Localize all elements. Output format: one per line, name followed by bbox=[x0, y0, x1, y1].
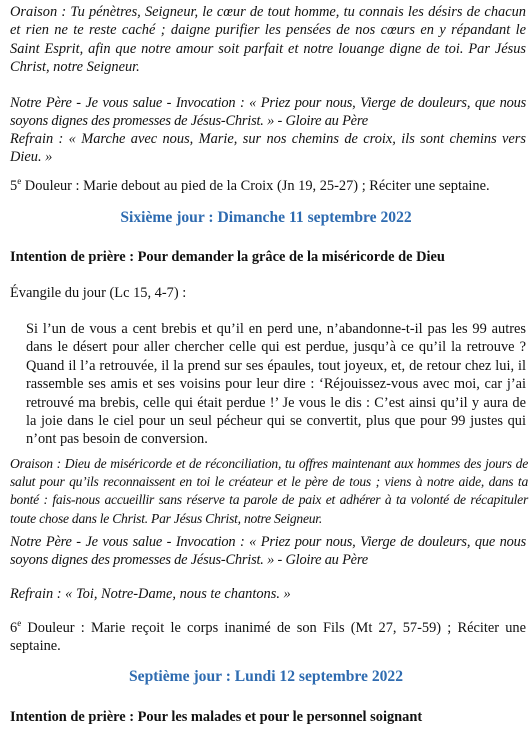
day-7-heading: Septième jour : Lundi 12 septembre 2022 bbox=[128, 668, 404, 685]
day-6-heading: Sixième jour : Dimanche 11 septembre 2022 bbox=[120, 209, 412, 226]
prayers-paragraph: Notre Père - Je vous salue - Invocation : « Priez pour nous, Vierge de douleurs, que nous soyons dignes des promesses de Jésus-Christ. » - Gloire au Père bbox=[10, 95, 526, 130]
douleur-text: Douleur : Marie debout au pied de la Croix (Jn 19, 25-27) ; Réciter une septaine. bbox=[21, 178, 490, 194]
gospel-quote: Si l’un de vous a cent brebis et qu’il en perd une, n’abandonne-t-il pas les 99 autres dans le désert pour aller chercher celle qui est perdue, jusqu’à ce qu’il la retrouve ? Quand il l’a retrouvée, il la prend sur ses épaules, tout joyeux, et, de retour chez lui, il rassemble ses amis et ses voisins pour leur dire : ‘Réjouissez-vous avec moi, car j’ai retrouvé ma brebis, celle qui était perdue !’ Je vous le dis : C’est ainsi qu’il y aura de la joie dans le ciel pour un seul pécheur qui se convertit, plus que pour 99 justes qui n’ont pas besoin de conversion. bbox=[26, 321, 526, 448]
intention-6-heading: Intention de prière : Pour demander la grâce de la miséricorde de Dieu bbox=[10, 249, 445, 265]
evangile-6-reference: Évangile du jour (Lc 15, 4-7) : bbox=[10, 285, 187, 301]
douleur-ordinal: e bbox=[17, 176, 22, 187]
oraison-paragraph: Oraison : Tu pénètres, Seigneur, le cœur de tout homme, tu connais les désirs de chacun et rien ne te reste caché ; daigne purifier les pensées de nos cœurs en y répandant le Saint Esprit, afin que notre amour soit parfait et notre louange digne de toi. Par Jésus Christ, notre Seigneur. bbox=[10, 4, 526, 76]
refrain-paragraph: Refrain : « Marche avec nous, Marie, sur nos chemins de croix, ils sont chemins vers Dieu. » bbox=[10, 131, 526, 166]
douleur-ordinal: e bbox=[17, 618, 22, 629]
douleur-5-paragraph bbox=[10, 177, 526, 195]
oraison-2-paragraph: Oraison : Dieu de miséricorde et de réconciliation, tu offres maintenant aux hommes des jours de salut pour qu’ils reconnaissent en toi le créateur et le père de tous ; viens à notre aide, dans ta bonté : fais-nous accueillir sans réserve ta parole de paix et adhérer à ta volonté de récapituler toute chose dans le Christ. Par Jésus Christ, notre Seigneur. bbox=[10, 456, 528, 526]
douleur-number: 6 bbox=[10, 620, 18, 636]
douleur-number: 5 bbox=[10, 178, 18, 194]
douleur-text: Douleur : Marie reçoit le corps inanimé de son Fils (Mt 27, 57-59) ; Réciter une septaine. bbox=[10, 620, 526, 655]
prayers-2-paragraph: Notre Père - Je vous salue - Invocation : « Priez pour nous, Vierge de douleurs, que nous soyons dignes des promesses de Jésus-Christ. » - Gloire au Père bbox=[10, 534, 526, 569]
refrain-2-paragraph: Refrain : « Toi, Notre-Dame, nous te chantons. » bbox=[10, 586, 291, 602]
douleur-6-paragraph bbox=[10, 619, 526, 656]
intention-7-heading: Intention de prière : Pour les malades et pour le personnel soignant bbox=[10, 709, 423, 725]
